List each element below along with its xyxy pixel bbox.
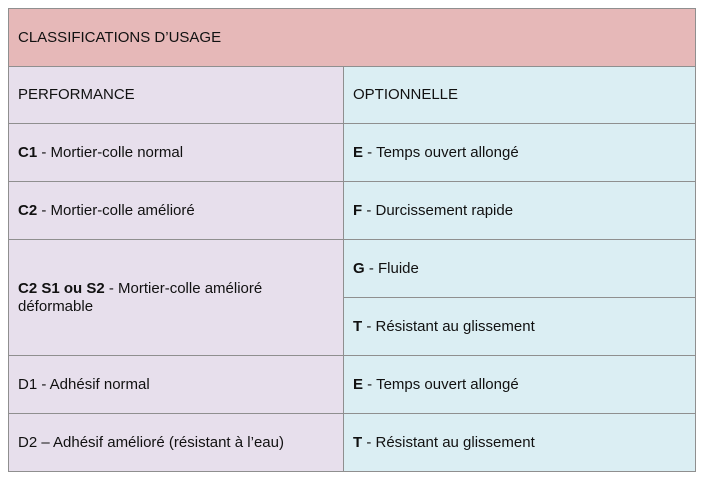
table-row [9, 182, 696, 240]
optionnelle-text: - Durcissement rapide [362, 201, 514, 219]
optionnelle-code: E [353, 143, 364, 161]
table-row [9, 414, 696, 472]
performance-cell [9, 182, 344, 240]
optionnelle-code: G [353, 259, 365, 277]
performance-text: - Mortier-colle normal [37, 143, 184, 161]
header-performance: PERFORMANCE [9, 67, 344, 124]
classification-table [8, 8, 696, 472]
optionnelle-cell [344, 240, 696, 298]
performance-cell [9, 414, 344, 472]
optionnelle-text: - Résistant au glissement [362, 317, 535, 335]
performance-cell [9, 124, 344, 182]
title-row [9, 9, 696, 67]
optionnelle-code: T [353, 433, 363, 451]
performance-code: C1 [18, 143, 38, 161]
performance-cell [9, 356, 344, 414]
optionnelle-text: - Fluide [364, 259, 419, 277]
table-title: CLASSIFICATIONS D’USAGE [9, 9, 696, 67]
optionnelle-code: T [353, 317, 363, 335]
optionnelle-cell [344, 298, 696, 356]
optionnelle-cell [344, 124, 696, 182]
optionnelle-code: E [353, 375, 364, 393]
performance-text: D2 – Adhésif amélioré (résistant à l’eau) [18, 433, 284, 451]
table-row [9, 124, 696, 182]
optionnelle-cell [344, 356, 696, 414]
table-row [9, 356, 696, 414]
table-row [9, 240, 696, 298]
header-optionnelle: OPTIONNELLE [344, 67, 696, 124]
optionnelle-text: - Temps ouvert allongé [363, 143, 519, 161]
optionnelle-cell [344, 182, 696, 240]
optionnelle-text: - Temps ouvert allongé [363, 375, 519, 393]
optionnelle-code: F [353, 201, 363, 219]
performance-code: C2 S1 ou S2 [18, 279, 105, 297]
performance-text: - Mortier-colle amélioré [37, 201, 195, 219]
performance-cell [9, 240, 344, 356]
performance-text: - Mortier-colle amélioré déformable [18, 279, 263, 315]
header-row [9, 67, 696, 124]
optionnelle-cell [344, 414, 696, 472]
performance-code: C2 [18, 201, 38, 219]
optionnelle-text: - Résistant au glissement [362, 433, 535, 451]
performance-text: D1 - Adhésif normal [18, 375, 150, 393]
